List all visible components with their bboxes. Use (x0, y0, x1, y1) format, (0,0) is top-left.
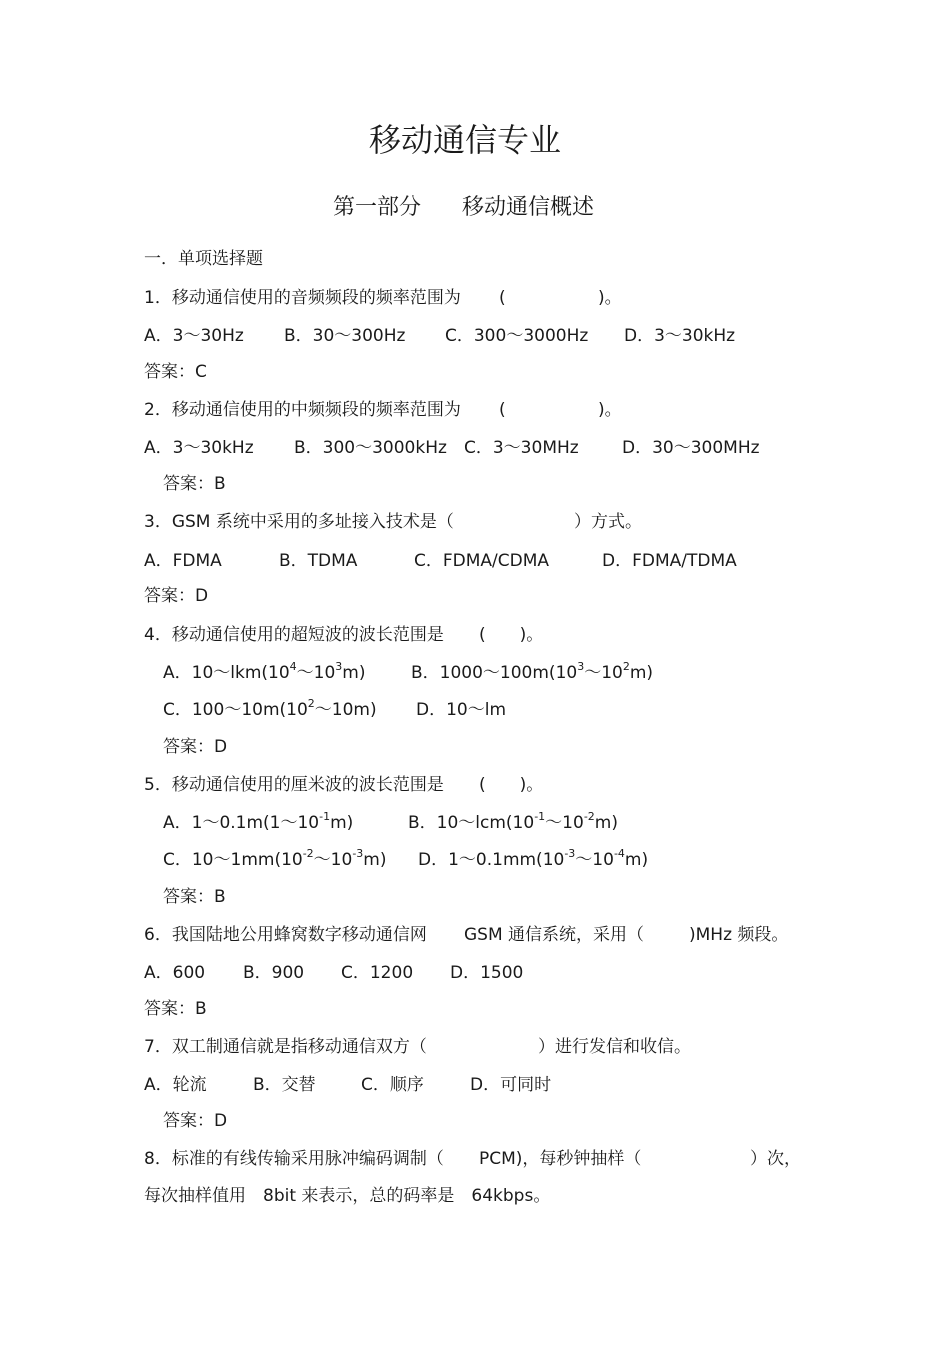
q4-answer: 答案：D (163, 737, 228, 757)
question-8-blank-close: ）次， (750, 1149, 801, 1169)
q7-option-c: C．顺序 (361, 1075, 424, 1095)
question-1-blank-close: )。 (598, 288, 622, 308)
question-5: 5．移动通信使用的厘米波的波长范围是 (144, 775, 444, 795)
question-2-blank-open: ( (499, 400, 506, 420)
question-7: 7．双工制通信就是指移动通信双方（ (144, 1037, 427, 1057)
q6-option-d: D．1500 (450, 963, 524, 983)
question-8-line2: 每次抽样值用 8bit 来表示，总的码率是 64kbps。 (144, 1186, 551, 1206)
q3-option-a: A．FDMA (144, 551, 222, 571)
question-5-blank: ( )。 (479, 775, 544, 795)
q2-option-d: D．30～300MHz (622, 438, 760, 458)
q6-option-b: B．900 (243, 963, 305, 983)
part-label: 第一部分 (333, 195, 422, 220)
question-6-part2: GSM 通信系统，采用（ (464, 925, 645, 945)
q7-option-d: D．可同时 (470, 1075, 552, 1095)
q4-option-b: B．$1000\sim 100m(10^3\sim 10^2m)$ (411, 660, 654, 683)
q4-option-a: A．$10\sim lkm(10^4\sim 10^3m)$ (163, 660, 366, 683)
q4-option-d: D．10～lm (416, 700, 507, 720)
q5-option-c: C．$10\sim 1mm(10^{-2}\sim 10^{-3}m)$ (163, 847, 387, 870)
q1-option-c: C．300～3000Hz (445, 326, 589, 346)
q1-answer: 答案：C (144, 362, 207, 382)
q4-option-c: C．$100\sim 10m(10^2\sim 10m)$ (163, 697, 377, 720)
q6-option-a: A．600 (144, 963, 206, 983)
q5-option-a: A．$1\sim 0.1m(1\sim 10^{-1}m)$ (163, 810, 354, 833)
question-3: 3．GSM 系统中采用的多址接入技术是（ (144, 512, 454, 532)
question-6: 6．我国陆地公用蜂窝数字移动通信网 (144, 925, 427, 945)
question-8-part2: PCM)，每秒钟抽样（ (479, 1149, 642, 1169)
question-1-blank-open: ( (499, 288, 506, 308)
q1-option-d: D．3～30kHz (624, 326, 736, 346)
q6-option-c: C．1200 (341, 963, 414, 983)
question-1: 1．移动通信使用的音频频段的频率范围为 (144, 288, 461, 308)
section-heading: 一．单项选择题 (144, 249, 263, 269)
question-3-blank-close: ）方式。 (574, 512, 642, 532)
question-2-blank-close: )。 (598, 400, 622, 420)
question-8: 8．标准的有线传输采用脉冲编码调制（ (144, 1149, 444, 1169)
q2-option-b: B．300～3000kHz (294, 438, 447, 458)
q6-answer: 答案：B (144, 999, 207, 1019)
question-2: 2．移动通信使用的中频频段的频率范围为 (144, 400, 461, 420)
q2-option-c: C．3～30MHz (464, 438, 579, 458)
question-4: 4．移动通信使用的超短波的波长范围是 (144, 625, 444, 645)
q7-option-b: B．交替 (253, 1075, 316, 1095)
q5-option-d: D．$1\sim 0.1mm(10^{-3}\sim 10^{-4}m)$ (418, 847, 649, 870)
question-7-blank-close: ）进行发信和收信。 (538, 1037, 691, 1057)
q2-answer: 答案：B (163, 474, 226, 494)
question-4-blank: ( )。 (479, 625, 544, 645)
page-title: 移动通信专业 (368, 121, 561, 159)
q7-option-a: A．轮流 (144, 1075, 207, 1095)
q7-answer: 答案：D (163, 1111, 228, 1131)
part-topic: 移动通信概述 (462, 195, 595, 220)
q1-option-a: A．3～30Hz (144, 326, 244, 346)
q2-option-a: A．3～30kHz (144, 438, 254, 458)
q3-option-c: C．FDMA/CDMA (414, 551, 550, 571)
q3-answer: 答案：D (144, 586, 209, 606)
q5-answer: 答案：B (163, 887, 226, 907)
q5-option-b: B．$10\sim lcm(10^{-1}\sim 10^{-2}m)$ (408, 810, 618, 833)
question-6-part3: )MHz 频段。 (689, 925, 789, 945)
q3-option-b: B．TDMA (279, 551, 358, 571)
q1-option-b: B．30～300Hz (284, 326, 406, 346)
q3-option-d: D．FDMA/TDMA (602, 551, 737, 571)
